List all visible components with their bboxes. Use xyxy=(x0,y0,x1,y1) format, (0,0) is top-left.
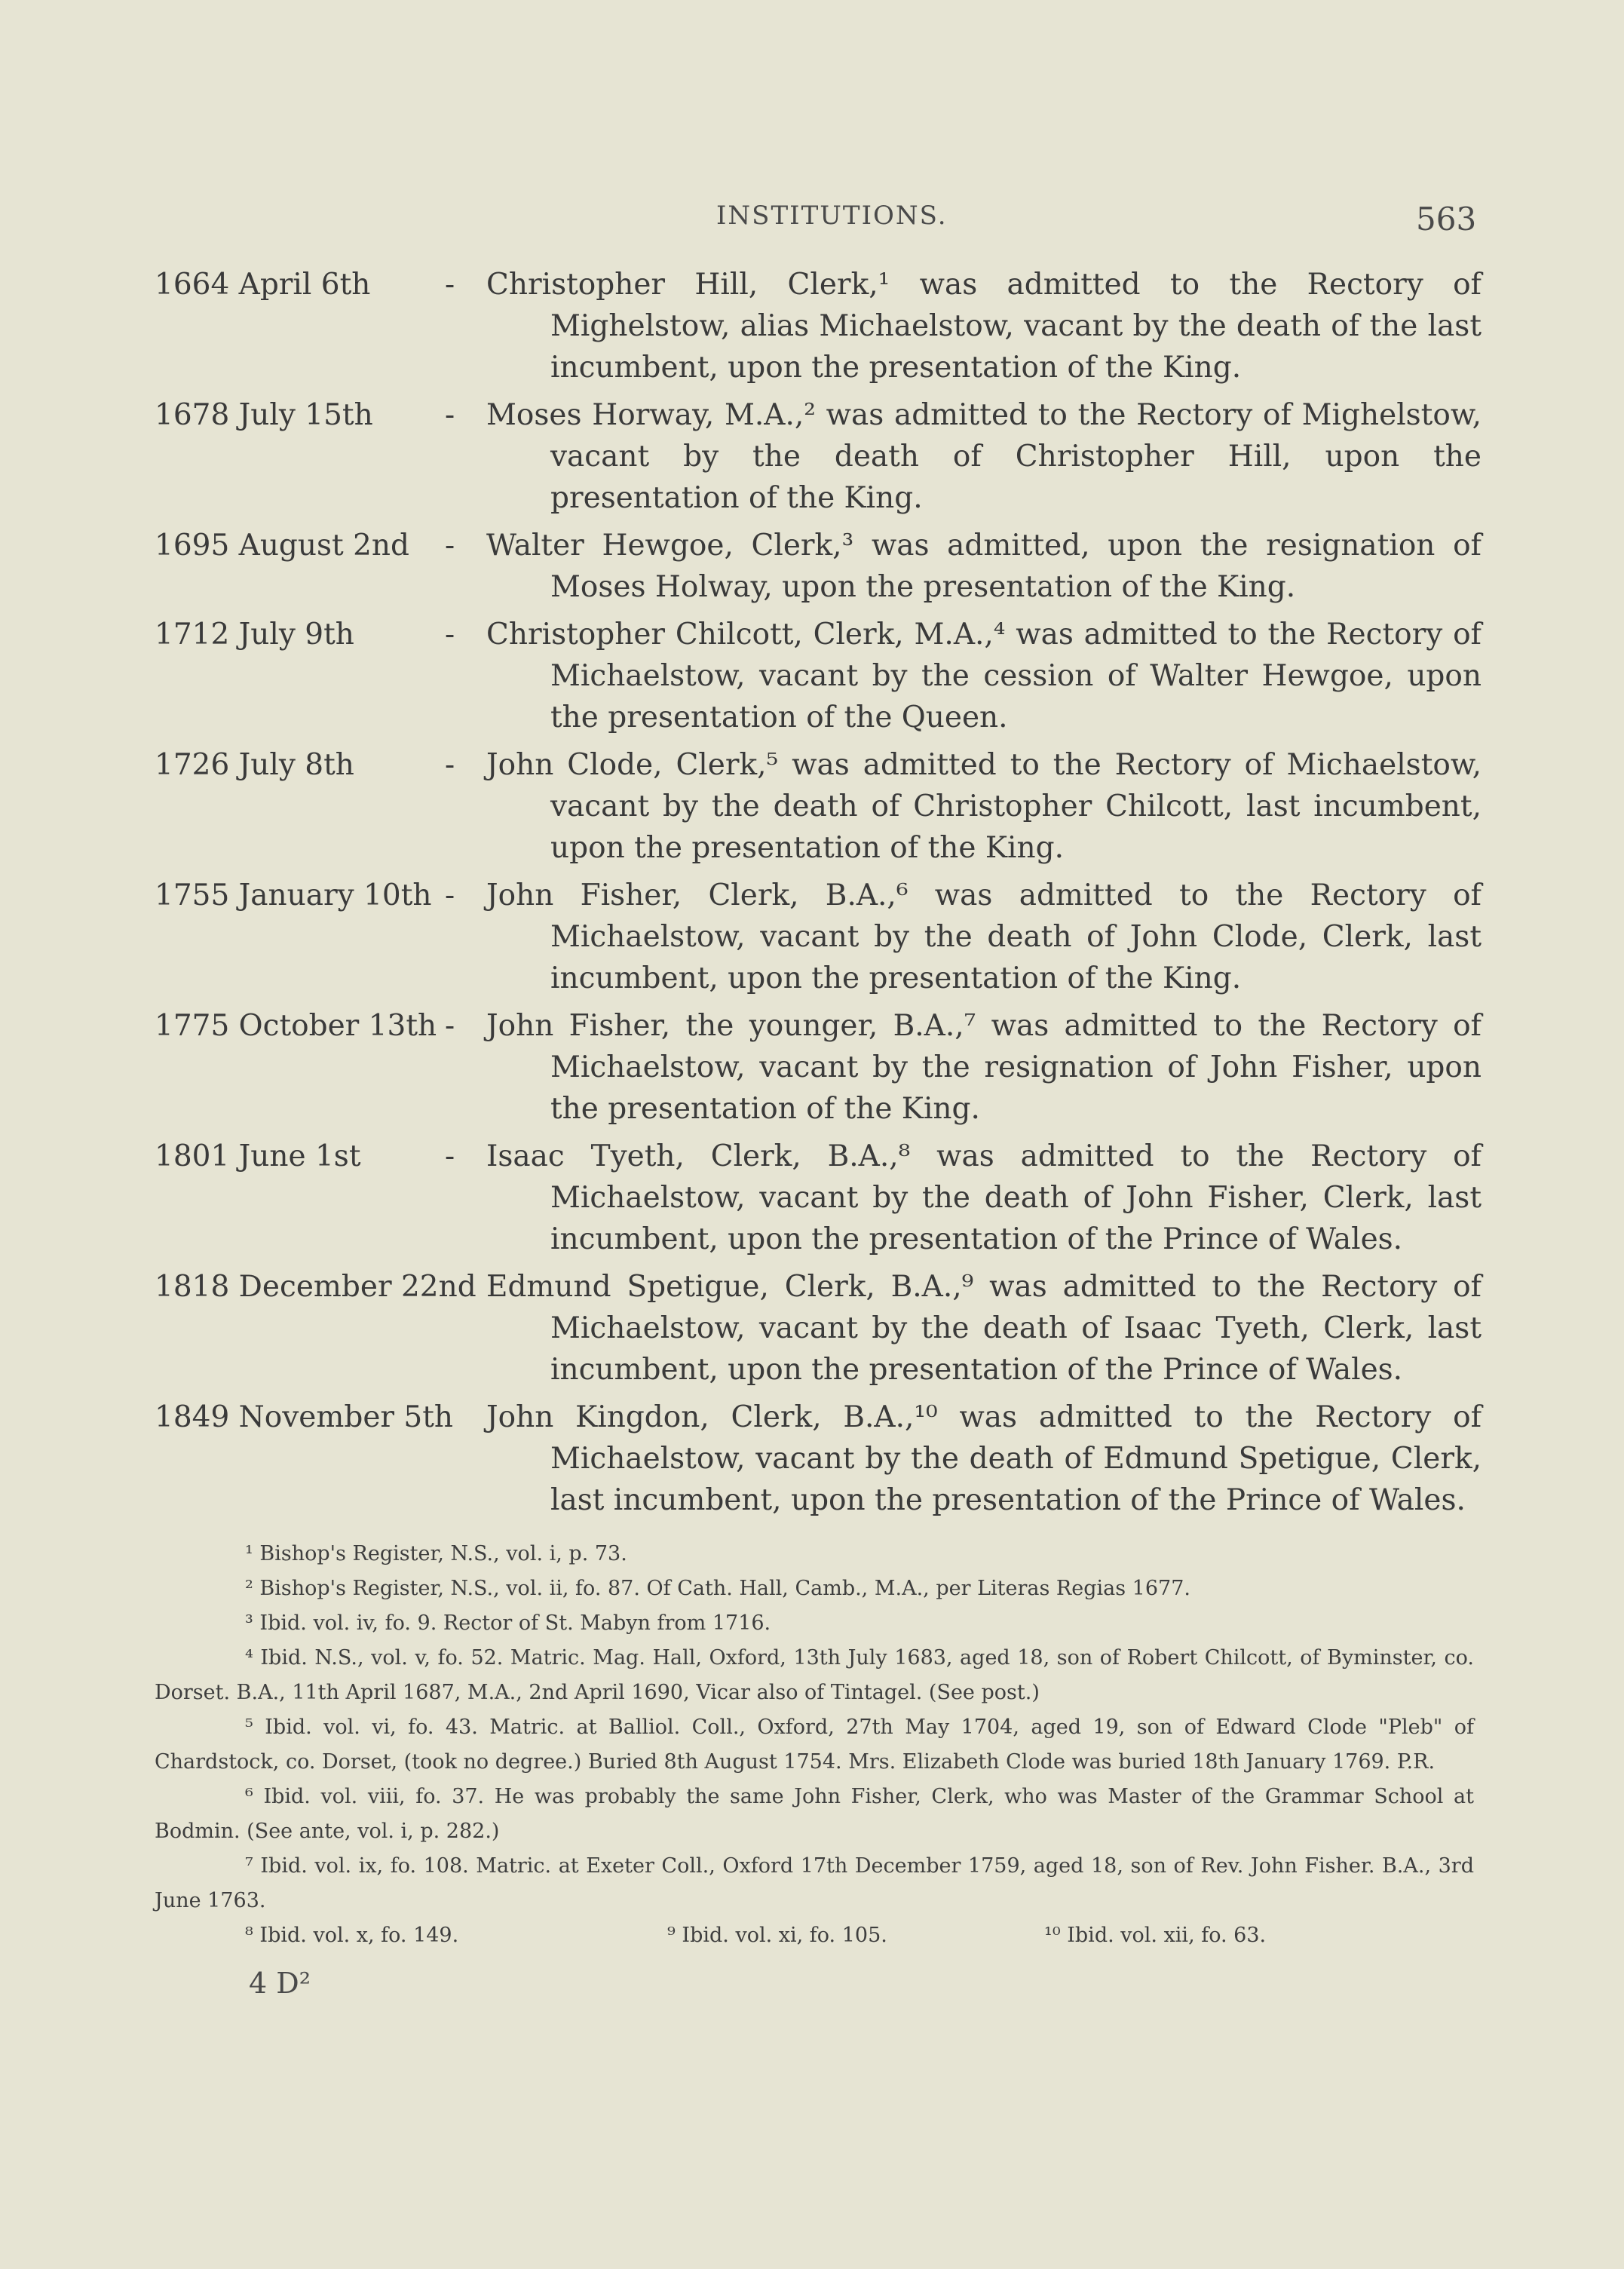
entry-date: 1755 January 10th xyxy=(155,878,432,912)
entry-date: 1678 July 15th xyxy=(155,398,373,432)
entry-dash: - xyxy=(445,618,455,652)
footnotes xyxy=(155,1537,1474,1953)
footnote: ⁵ Ibid. vol. vi, fo. 43. Matric. at Balliol. Coll., Oxford, 27th May 1704, aged 19, son of Edward Clode "Pleb" of Chardstock, co. Dorset, (took no degree.) Buried 8th August 1754. Mrs. Elizabeth Clode was buried 18th January 1769. P.R. xyxy=(155,1716,1474,1774)
entry xyxy=(155,1266,1482,1391)
entry xyxy=(155,1005,1482,1130)
entry-date: 1726 July 8th xyxy=(155,748,354,782)
entry-dash: - xyxy=(445,398,455,432)
entry-dash: - xyxy=(445,748,455,782)
entry-date: 1775 October 13th xyxy=(155,1009,437,1043)
entry-date: 1664 April 6th xyxy=(155,268,371,302)
footnote: ² Bishop's Register, N.S., vol. ii, fo. 87. Of Cath. Hall, Camb., M.A., per Literas Regias 1677. xyxy=(245,1577,1190,1600)
footnote: ¹⁰ Ibid. vol. xii, fo. 63. xyxy=(1044,1924,1267,1947)
entry xyxy=(155,1136,1482,1260)
entry-text: Christopher Chilcott, Clerk, M.A.,⁴ was admitted to the Rectory of Michaelstow, vacant by the cession of Walter Hewgoe, upon the presentation of the Queen. xyxy=(486,618,1482,734)
running-title: INSTITUTIONS. xyxy=(716,201,948,231)
footnote: ⁸ Ibid. vol. x, fo. 149. xyxy=(245,1924,459,1947)
entry-date: 1695 August 2nd xyxy=(155,529,409,563)
entry-text: Moses Horway, M.A.,² was admitted to the Rectory of Mighelstow, vacant by the death of Christopher Hill, upon the presentation of the King. xyxy=(486,398,1482,515)
footnote: ⁹ Ibid. vol. xi, fo. 105. xyxy=(667,1924,887,1947)
entry xyxy=(155,875,1482,999)
entry xyxy=(155,394,1482,519)
entry xyxy=(155,264,1482,388)
entry-dash: - xyxy=(445,268,455,302)
entry-date: 1818 December 22nd xyxy=(155,1270,476,1304)
entry xyxy=(155,614,1482,738)
page-number: 563 xyxy=(1416,201,1477,238)
footnote: ³ Ibid. vol. iv, fo. 9. Rector of St. Mabyn from 1716. xyxy=(245,1611,771,1635)
entry-date: 1712 July 9th xyxy=(155,618,354,652)
footnote: ¹ Bishop's Register, N.S., vol. i, p. 73. xyxy=(245,1542,627,1565)
entry-date: 1801 June 1st xyxy=(155,1139,361,1173)
entry-dash: - xyxy=(445,1139,455,1173)
footnote-row xyxy=(155,1918,1474,1953)
entry-text: Isaac Tyeth, Clerk, B.A.,⁸ was admitted to the Rectory of Michaelstow, vacant by the death of John Fisher, Clerk, last incumbent, upon the presentation of the Prince of Wales. xyxy=(486,1139,1482,1256)
entry xyxy=(155,744,1482,869)
footnote: ⁴ Ibid. N.S., vol. v, fo. 52. Matric. Mag. Hall, Oxford, 13th July 1683, aged 18, son of Robert Chilcott, of Byminster, co. Dorset. B.A., 11th April 1687, M.A., 2nd April 1690, Vicar also of Tintagel. (See post.) xyxy=(155,1646,1474,1704)
signature-mark: 4 D² xyxy=(249,1967,311,2000)
entry-text: John Clode, Clerk,⁵ was admitted to the Rectory of Michaelstow, vacant by the death of Christopher Chilcott, last incumbent, upon the presentation of the King. xyxy=(486,748,1482,865)
entry-text: John Fisher, Clerk, B.A.,⁶ was admitted to the Rectory of Michaelstow, vacant by the death of John Clode, Clerk, last incumbent, upon the presentation of the King. xyxy=(486,878,1482,995)
institution-entries xyxy=(155,264,1482,1527)
entry-dash: - xyxy=(445,878,455,912)
footnote: ⁶ Ibid. vol. viii, fo. 37. He was probably the same John Fisher, Clerk, who was Master of the Grammar School at Bodmin. (See ante, vol. i, p. 282.) xyxy=(155,1785,1474,1843)
entry xyxy=(155,525,1482,608)
entry-text: John Fisher, the younger, B.A.,⁷ was admitted to the Rectory of Michaelstow, vacant by the resignation of John Fisher, upon the presentation of the King. xyxy=(486,1009,1482,1126)
entry-date: 1849 November 5th xyxy=(155,1400,454,1434)
entry xyxy=(155,1397,1482,1521)
entry-text: Edmund Spetigue, Clerk, B.A.,⁹ was admitted to the Rectory of Michaelstow, vacant by the death of Isaac Tyeth, Clerk, last incumbent, upon the presentation of the Prince of Wales. xyxy=(486,1270,1482,1387)
entry-text: Walter Hewgoe, Clerk,³ was admitted, upon the resignation of Moses Holway, upon the presentation of the King. xyxy=(486,529,1482,604)
entry-dash: - xyxy=(445,529,455,563)
footnote: ⁷ Ibid. vol. ix, fo. 108. Matric. at Exeter Coll., Oxford 17th December 1759, aged 18, son of Rev. John Fisher. B.A., 3rd June 1763. xyxy=(155,1854,1474,1912)
entry-text: Christopher Hill, Clerk,¹ was admitted to the Rectory of Mighelstow, alias Michaelstow, vacant by the death of the last incumbent, upon the presentation of the King. xyxy=(486,268,1482,385)
entry-text: John Kingdon, Clerk, B.A.,¹⁰ was admitted to the Rectory of Michaelstow, vacant by the death of Edmund Spetigue, Clerk, last incumbent, upon the presentation of the Prince of Wales. xyxy=(486,1400,1482,1517)
entry-dash: - xyxy=(445,1009,455,1043)
